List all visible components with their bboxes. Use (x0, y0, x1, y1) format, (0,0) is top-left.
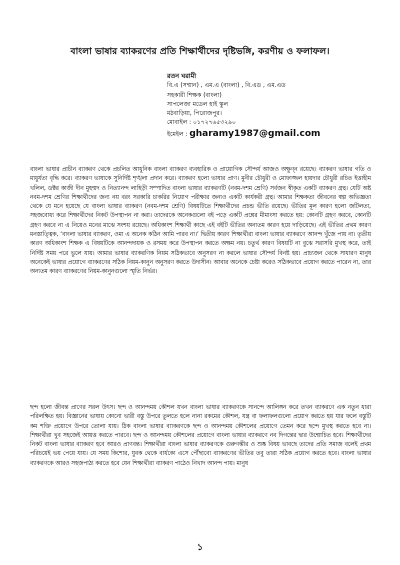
author-block (167, 72, 392, 141)
author-degrees: বি.এ (সম্মান) , এম.এ (বাংলা) , বি.এড , এম.এড (167, 82, 286, 90)
author-position: সহকারী শিক্ষক (বাংলা) (167, 91, 222, 99)
author-school: সাপলেজা মডেল হাই স্কুল (167, 100, 228, 108)
article-title: বাংলা ভাষার ব্যাকরণের প্রতি শিক্ষার্থীদের দৃষ্টিভঙ্গি, করণীয় ও ফলাফল। (70, 46, 330, 57)
author-email-line (167, 128, 392, 141)
email-label: ইমেইল : (167, 130, 188, 138)
author-address: মঠবাড়িয়া, পিরোজপুর। (167, 110, 222, 118)
author-email: gharamy1987@gmail.com (189, 128, 321, 139)
page-number: ১ (197, 543, 203, 553)
paragraph-2: ছন্দ হলো জীবন্ত প্রাণের সরল উৎস। ছন্দ ও আনন্দময় কৌশল যখন বাংলা ভাষার ব্যাকরণকে সানন্দে আলিঙ্গন করে তখন ব্যাকরণে এক নতুন ধারা পরিলক্ষিত হয়। বিজ্ঞানের ভাষায় কোনো ভারী বস্তু উপরে তুলতে হলে নানা রকমের কৌশল, যন্ত্র বা ফলাফলগুলো প্রয়োগ করতে হয় যার ফলে বস্তুটি কম শক্তি প্রয়োগে উপরে তোলা যায়। ঠিক বাংলা ভাষার ব্যাকরণকে ছন্দ ও আনন্দময় কৌশলের প্রয়োগে তেমন করে ছন্দে মুখস্থ করতে হবে না। শিক্ষার্থীরা খুব সহজেই আয়ত্ত করতে পারবে। ছন্দ ও আনন্দময় কৌশলের প্রয়োগে বাংলা ভাষার ব্যাকরণে নব দিগন্তের দ্বার উন্মোচিত হবে। শিক্ষার্থীদের নিকট বাংলা ভাষার ব্যাকরণ হবে আরও প্রাণবন্ত। শিক্ষার্থীরা বাংলা ভাষার ব্যাকরণকে গুরুগম্ভীর ও শুষ্ক বিষয় ভাবছে তাদের প্রতি সমাজ বলেই প্রথম পরিচয়েই ভয় পেয়ে যায়। যে সময় কিশোর, যুবক থেকে বার্ধক্যে এসে পৌঁছাবো ব্যাকরণের ভীতির তবু তারা সঠিক প্রয়োগ করতে হবে। বাংলা ভাষার ব্যাকরণকে আরও সহজপাঠ্য করতে হবে যেন শিক্ষার্থীরা ব্যাকরণ পাঠেও নিখাদ আনন্দ পায়। মানুষ (30, 405, 371, 467)
paragraph-1: বাংলা ভাষার প্রাচীন ব্যাকরণ থেকে প্রচলিত আধুনিক বাংলা ব্যাকরণ ব্যবহারিক ও প্রায়োগিক সৌন্দর্য আজও অক্ষুণ্ন রয়েছে। ব্যাকরণ ভাষার গতি ও মাধুর্যতা বৃদ্ধি করে। ব্যাকরণ ভাষাকে সুনির্দিষ্ট শৃঙ্খলা প্রদান করে। ব্যাকরণ হলো ভাষার প্রাণ। মুনীর চৌধুরী ও মোফাজ্জল হায়দার চৌধুরী রচিত ইত্তাহীম খলিল, ডক্টর কাজী দীন মুহম্মদ ও নিত্যানন্দ লাহিড়ী সম্পাদিত বাংলা ভাষার ব্যাকরণটি (নবম-দশম শ্রেণি) সর্বজন স্বীকৃত একটি ব্যাকরণ গ্রন্থ। যেটি অষ্ট নবম-দশম শ্রেণির শিক্ষার্থীদের জন্য নয় বরং সরকারি চাকরির নিয়োগ পরীক্ষার জন্যও একটি কার্যকরী গ্রন্থ। আমার শিক্ষকতা জীবনের স্বল্প অভিজ্ঞতা থেকে যে মনে হয়েছে যে বাংলা ভাষার ব্যাকরণ (নবম-দশম শ্রেণি) বিষয়টিতে শিক্ষার্থীদের প্রচন্ড ভীতি রয়েছে। ভীতির মূল কারণ হলো জটিলতা, সহজবোধ্য করে শিক্ষার্থীদের নিকট উপস্থাপন না করা। তাদেরকে অনেকগুলো বই পড়ে একটি প্রশ্নের মীমাংসা করতে হয়: কোনটি গ্রহণ করবে, কোনটি গ্রহণ করবে না এ নিয়েও মনের মাঝে সংশয় রয়েছে। অধিকাংশ শিক্ষার্থী কাছে এই বইটি ভীতির অন্যতম কারণ হয়ে দাড়িয়েছে। এই ভীতির প্রথম কারণ মনস্তাত্ত্বিক, ‘বাংলা ভাষার ব্যাকরণ, ওমা এ অনেক কঠিন আমি পারব না।’ দ্বিতীয় কারণ শিক্ষার্থীরা বাংলা ভাষার ব্যাকরণে আনন্দ খুঁজে পায় না। তৃতীয় কারণ অধিকাংশ শিক্ষক এ বিষয়টিকে আনন্দদায়ক ও রসময় করে উপস্থাপন করতে অক্ষম নয়। চতুর্থ কারণ বিষয়টি না বুঝে সরাসরি মুখস্থ করে, তাই নির্দিষ্ট সময় পরে ভুলে যায়। আমার ভাষার ব্যাকরণিক নিয়ম সঠিকভাবে অনুসরণ না করলে ভাষার সৌন্দর্য বিনষ্ট হয়। প্রাচ্যজন থেকে সাধারণ মানুষ অনেকেই ভাষার প্রয়োগে ব্যাকরণের সঠিক নিয়ম-কানুন অনুসরণ করতে উদাসীন। আবার অনেকে চেষ্টা করেও সঠিকভাবে প্রয়োগ করতে পারেন না, তার অন্যতম কারণ ব্যাকরণের নিয়ম-কানুনগুলো স্মৃতি নির্ভর। (30, 167, 371, 276)
author-name: রতন ঘরামী (167, 72, 197, 80)
author-mobile: মোবাইল : ০১৭২৭৬৫৩২৯০ (167, 119, 236, 127)
